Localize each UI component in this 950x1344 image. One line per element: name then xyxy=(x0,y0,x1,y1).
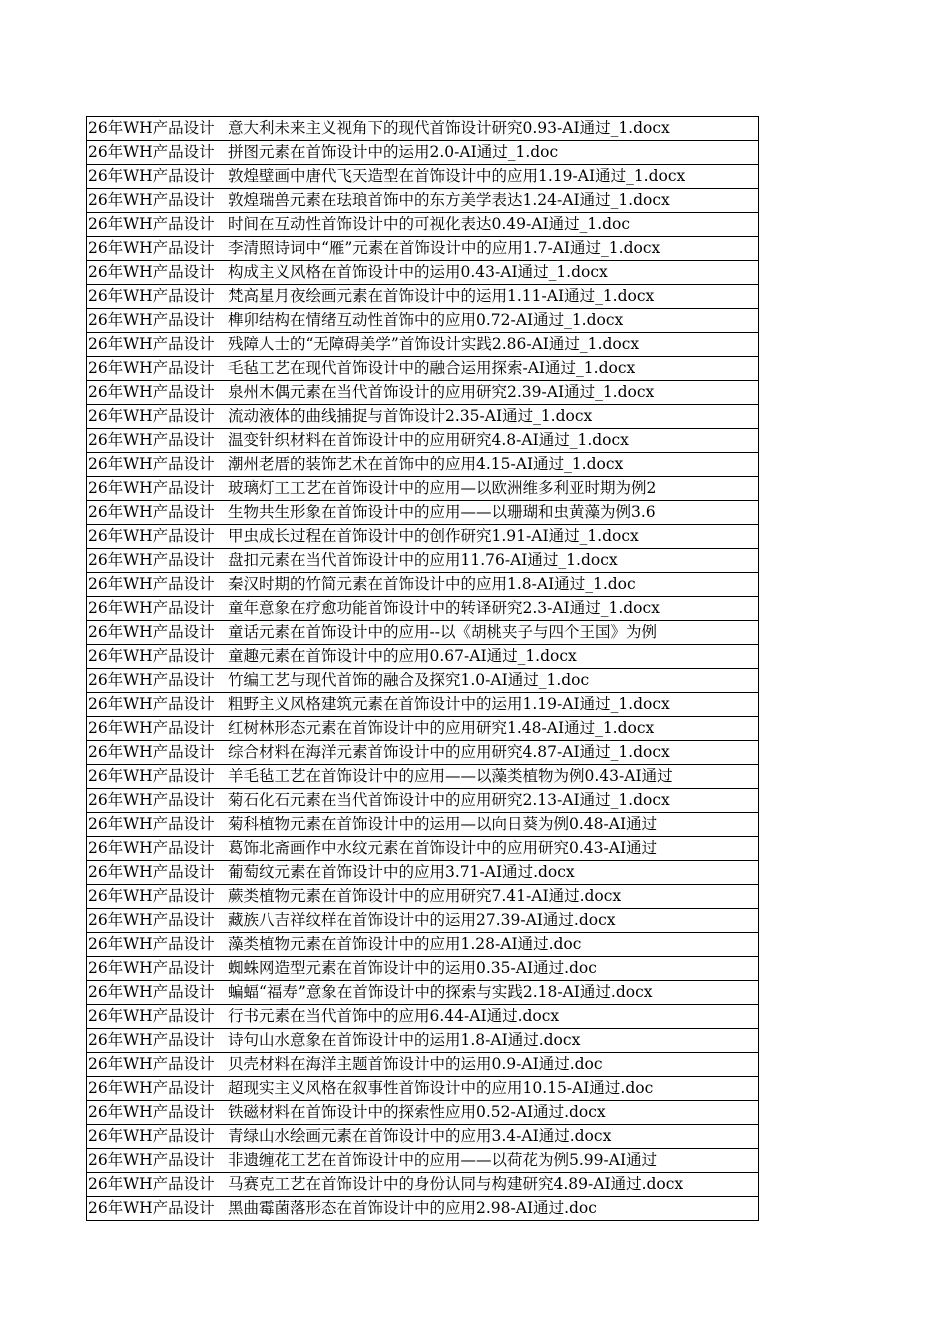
category-cell[interactable]: 26年WH产品设计 xyxy=(88,1175,215,1193)
filename-cell[interactable]: 盘扣元素在当代首饰设计中的应用11.76-AI通过_1.docx xyxy=(228,551,618,569)
category-cell[interactable]: 26年WH产品设计 xyxy=(88,791,215,809)
filename-cell[interactable]: 梵高星月夜绘画元素在首饰设计中的运用1.11-AI通过_1.docx xyxy=(228,287,655,305)
filename-cell[interactable]: 竹编工艺与现代首饰的融合及探究1.0-AI通过_1.doc xyxy=(228,671,590,689)
table-row[interactable] xyxy=(87,261,758,285)
table-row[interactable] xyxy=(87,165,758,189)
table-row[interactable] xyxy=(87,645,758,669)
category-cell[interactable]: 26年WH产品设计 xyxy=(88,671,215,689)
table-row[interactable] xyxy=(87,1053,758,1077)
table-row[interactable] xyxy=(87,501,758,525)
category-cell[interactable]: 26年WH产品设计 xyxy=(88,623,215,641)
table-row[interactable] xyxy=(87,837,758,861)
filename-cell[interactable]: 敦煌瑞兽元素在珐琅首饰中的东方美学表达1.24-AI通过_1.docx xyxy=(228,191,670,209)
category-cell[interactable]: 26年WH产品设计 xyxy=(88,911,215,929)
filename-cell[interactable]: 温变针织材料在首饰设计中的应用研究4.8-AI通过_1.docx xyxy=(228,431,629,449)
category-cell[interactable]: 26年WH产品设计 xyxy=(88,695,215,713)
category-cell[interactable]: 26年WH产品设计 xyxy=(88,983,215,1001)
table-row[interactable] xyxy=(87,765,758,789)
filename-cell[interactable]: 行书元素在当代首饰中的应用6.44-AI通过.docx xyxy=(228,1007,560,1025)
filename-cell[interactable]: 马赛克工艺在首饰设计中的身份认同与构建研究4.89-AI通过.docx xyxy=(228,1175,684,1193)
table-row[interactable] xyxy=(87,1173,758,1197)
category-cell[interactable]: 26年WH产品设计 xyxy=(88,527,215,545)
filename-cell[interactable]: 童趣元素在首饰设计中的应用0.67-AI通过_1.docx xyxy=(228,647,577,665)
category-cell[interactable]: 26年WH产品设计 xyxy=(88,167,215,185)
filename-cell[interactable]: 铁磁材料在首饰设计中的探索性应用0.52-AI通过.docx xyxy=(228,1103,606,1121)
category-cell[interactable]: 26年WH产品设计 xyxy=(88,335,215,353)
category-cell[interactable]: 26年WH产品设计 xyxy=(88,647,215,665)
table-row[interactable] xyxy=(87,309,758,333)
filename-cell[interactable]: 构成主义风格在首饰设计中的运用0.43-AI通过_1.docx xyxy=(228,263,608,281)
table-row[interactable] xyxy=(87,693,758,717)
filename-cell[interactable]: 葛饰北斋画作中水纹元素在首饰设计中的应用研究0.43-AI通过 xyxy=(228,839,658,857)
filename-cell[interactable]: 敦煌壁画中唐代飞天造型在首饰设计中的应用1.19-AI通过_1.docx xyxy=(228,167,686,185)
filename-cell[interactable]: 粗野主义风格建筑元素在首饰设计中的运用1.19-AI通过_1.docx xyxy=(228,695,670,713)
category-cell[interactable]: 26年WH产品设计 xyxy=(88,1127,215,1145)
filename-cell[interactable]: 红树林形态元素在首饰设计中的应用研究1.48-AI通过_1.docx xyxy=(228,719,655,737)
filename-cell[interactable]: 拼图元素在首饰设计中的运用2.0-AI通过_1.doc xyxy=(228,143,559,161)
table-row[interactable] xyxy=(87,333,758,357)
table-row[interactable] xyxy=(87,141,758,165)
filename-cell[interactable]: 玻璃灯工工艺在首饰设计中的应用—以欧洲维多利亚时期为例2 xyxy=(228,479,657,497)
filename-cell[interactable]: 蝙蝠“福寿”意象在首饰设计中的探索与实践2.18-AI通过.docx xyxy=(228,983,653,1001)
category-cell[interactable]: 26年WH产品设计 xyxy=(88,479,215,497)
filename-cell[interactable]: 综合材料在海洋元素首饰设计中的应用研究4.87-AI通过_1.docx xyxy=(228,743,670,761)
filename-cell[interactable]: 泉州木偶元素在当代首饰设计的应用研究2.39-AI通过_1.docx xyxy=(228,383,655,401)
filename-cell[interactable]: 羊毛毡工艺在首饰设计中的应用——以藻类植物为例0.43-AI通过 xyxy=(228,767,673,785)
category-cell[interactable]: 26年WH产品设计 xyxy=(88,959,215,977)
table-row[interactable] xyxy=(87,1029,758,1053)
category-cell[interactable]: 26年WH产品设计 xyxy=(88,431,215,449)
table-row[interactable] xyxy=(87,285,758,309)
category-cell[interactable]: 26年WH产品设计 xyxy=(88,815,215,833)
category-cell[interactable]: 26年WH产品设计 xyxy=(88,1103,215,1121)
table-row[interactable] xyxy=(87,453,758,477)
filename-cell[interactable]: 非遗缠花工艺在首饰设计中的应用——以荷花为例5.99-AI通过 xyxy=(228,1151,658,1169)
filename-cell[interactable]: 时间在互动性首饰设计中的可视化表达0.49-AI通过_1.doc xyxy=(228,215,631,233)
table-row[interactable] xyxy=(87,1101,758,1125)
filename-cell[interactable]: 贝壳材料在海洋主题首饰设计中的运用0.9-AI通过.doc xyxy=(228,1055,603,1073)
filename-cell[interactable]: 蜘蛛网造型元素在首饰设计中的运用0.35-AI通过.doc xyxy=(228,959,597,977)
category-cell[interactable]: 26年WH产品设计 xyxy=(88,743,215,761)
category-cell[interactable]: 26年WH产品设计 xyxy=(88,887,215,905)
category-cell[interactable]: 26年WH产品设计 xyxy=(88,191,215,209)
category-cell[interactable]: 26年WH产品设计 xyxy=(88,311,215,329)
table-row[interactable] xyxy=(87,189,758,213)
filename-cell[interactable]: 菊石化石元素在当代首饰设计中的应用研究2.13-AI通过_1.docx xyxy=(228,791,670,809)
table-row[interactable] xyxy=(87,1197,758,1221)
category-cell[interactable]: 26年WH产品设计 xyxy=(88,359,215,377)
category-cell[interactable]: 26年WH产品设计 xyxy=(88,1199,215,1217)
category-cell[interactable]: 26年WH产品设计 xyxy=(88,863,215,881)
table-row[interactable] xyxy=(87,573,758,597)
table-row[interactable] xyxy=(87,549,758,573)
filename-cell[interactable]: 甲虫成长过程在首饰设计中的创作研究1.91-AI通过_1.docx xyxy=(228,527,639,545)
filename-cell[interactable]: 藏族八吉祥纹样在首饰设计中的运用27.39-AI通过.docx xyxy=(228,911,616,929)
table-row[interactable] xyxy=(87,717,758,741)
category-cell[interactable]: 26年WH产品设计 xyxy=(88,1031,215,1049)
filename-cell[interactable]: 超现实主义风格在叙事性首饰设计中的应用10.15-AI通过.doc xyxy=(228,1079,654,1097)
filename-cell[interactable]: 蕨类植物元素在首饰设计中的应用研究7.41-AI通过.docx xyxy=(228,887,622,905)
category-cell[interactable]: 26年WH产品设计 xyxy=(88,215,215,233)
category-cell[interactable]: 26年WH产品设计 xyxy=(88,143,215,161)
table-row[interactable] xyxy=(87,525,758,549)
filename-cell[interactable]: 残障人士的“无障碍美学”首饰设计实践2.86-AI通过_1.docx xyxy=(228,335,640,353)
table-row[interactable] xyxy=(87,885,758,909)
category-cell[interactable]: 26年WH产品设计 xyxy=(88,503,215,521)
filename-cell[interactable]: 葡萄纹元素在首饰设计中的应用3.71-AI通过.docx xyxy=(228,863,575,881)
table-row[interactable] xyxy=(87,741,758,765)
table-row[interactable] xyxy=(87,237,758,261)
table-row[interactable] xyxy=(87,1005,758,1029)
table-row[interactable] xyxy=(87,1077,758,1101)
category-cell[interactable]: 26年WH产品设计 xyxy=(88,599,215,617)
category-cell[interactable]: 26年WH产品设计 xyxy=(88,839,215,857)
category-cell[interactable]: 26年WH产品设计 xyxy=(88,239,215,257)
category-cell[interactable]: 26年WH产品设计 xyxy=(88,1079,215,1097)
category-cell[interactable]: 26年WH产品设计 xyxy=(88,1055,215,1073)
filename-cell[interactable]: 童年意象在疗愈功能首饰设计中的转译研究2.3-AI通过_1.docx xyxy=(228,599,660,617)
category-cell[interactable]: 26年WH产品设计 xyxy=(88,575,215,593)
category-cell[interactable]: 26年WH产品设计 xyxy=(88,551,215,569)
filename-cell[interactable]: 青绿山水绘画元素在首饰设计中的应用3.4-AI通过.docx xyxy=(228,1127,612,1145)
table-row[interactable] xyxy=(87,381,758,405)
table-row[interactable] xyxy=(87,477,758,501)
filename-cell[interactable]: 李清照诗词中“雁”元素在首饰设计中的应用1.7-AI通过_1.docx xyxy=(228,239,661,257)
category-cell[interactable]: 26年WH产品设计 xyxy=(88,935,215,953)
table-row[interactable] xyxy=(87,117,758,141)
filename-cell[interactable]: 榫卯结构在情绪互动性首饰中的应用0.72-AI通过_1.docx xyxy=(228,311,624,329)
spreadsheet-table xyxy=(86,116,759,1221)
category-cell[interactable]: 26年WH产品设计 xyxy=(88,719,215,737)
category-cell[interactable]: 26年WH产品设计 xyxy=(88,287,215,305)
table-row[interactable] xyxy=(87,429,758,453)
table-row[interactable] xyxy=(87,357,758,381)
table-row[interactable] xyxy=(87,909,758,933)
table-row[interactable] xyxy=(87,813,758,837)
category-cell[interactable]: 26年WH产品设计 xyxy=(88,767,215,785)
filename-cell[interactable]: 童话元素在首饰设计中的应用--以《胡桃夹子与四个王国》为例 xyxy=(228,623,657,641)
table-row[interactable] xyxy=(87,861,758,885)
filename-cell[interactable]: 菊科植物元素在首饰设计中的运用—以向日葵为例0.48-AI通过 xyxy=(228,815,658,833)
filename-cell[interactable]: 诗句山水意象在首饰设计中的运用1.8-AI通过.docx xyxy=(228,1031,581,1049)
category-cell[interactable]: 26年WH产品设计 xyxy=(88,407,215,425)
table-row[interactable] xyxy=(87,597,758,621)
filename-cell[interactable]: 流动液体的曲线捕捉与首饰设计2.35-AI通过_1.docx xyxy=(228,407,593,425)
category-cell[interactable]: 26年WH产品设计 xyxy=(88,455,215,473)
category-cell[interactable]: 26年WH产品设计 xyxy=(88,119,215,137)
filename-cell[interactable]: 意大利未来主义视角下的现代首饰设计研究0.93-AI通过_1.docx xyxy=(228,119,670,137)
table-row[interactable] xyxy=(87,981,758,1005)
table-row[interactable] xyxy=(87,1149,758,1173)
filename-cell[interactable]: 生物共生形象在首饰设计中的应用——以珊瑚和虫黄藻为例3.6 xyxy=(228,503,656,521)
category-cell[interactable]: 26年WH产品设计 xyxy=(88,1151,215,1169)
category-cell[interactable]: 26年WH产品设计 xyxy=(88,383,215,401)
table-row[interactable] xyxy=(87,669,758,693)
table-row[interactable] xyxy=(87,957,758,981)
table-row[interactable] xyxy=(87,789,758,813)
filename-cell[interactable]: 藻类植物元素在首饰设计中的应用1.28-AI通过.doc xyxy=(228,935,582,953)
filename-cell[interactable]: 秦汉时期的竹简元素在首饰设计中的应用1.8-AI通过_1.doc xyxy=(228,575,636,593)
category-cell[interactable]: 26年WH产品设计 xyxy=(88,263,215,281)
category-cell[interactable]: 26年WH产品设计 xyxy=(88,1007,215,1025)
filename-cell[interactable]: 潮州老厝的装饰艺术在首饰中的应用4.15-AI通过_1.docx xyxy=(228,455,624,473)
table-row[interactable] xyxy=(87,405,758,429)
table-row[interactable] xyxy=(87,213,758,237)
table-row[interactable] xyxy=(87,621,758,645)
filename-cell[interactable]: 毛毡工艺在现代首饰设计中的融合运用探索-AI通过_1.docx xyxy=(228,359,636,377)
table-row[interactable] xyxy=(87,933,758,957)
filename-cell[interactable]: 黑曲霉菌落形态在首饰设计中的应用2.98-AI通过.doc xyxy=(228,1199,597,1217)
table-row[interactable] xyxy=(87,1125,758,1149)
